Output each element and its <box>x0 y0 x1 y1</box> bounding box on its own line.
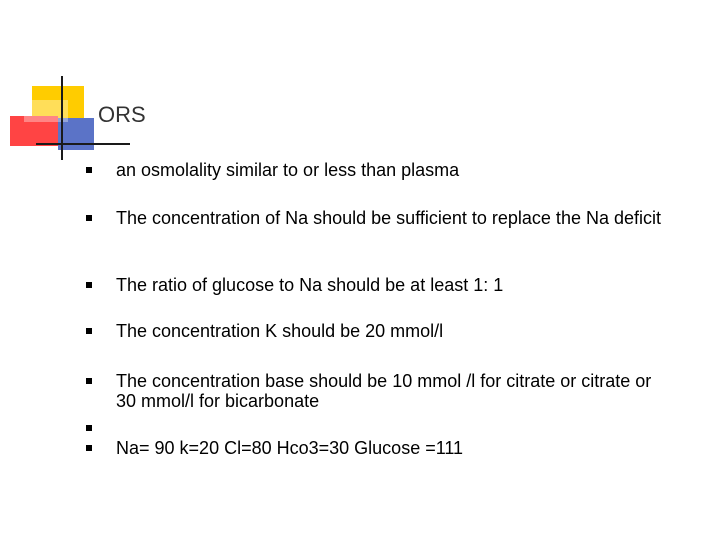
bullet-text: The ratio of glucose to Na should be at least 1: 1 <box>116 275 504 295</box>
bullet-text: The concentration K should be 20 mmol/l <box>116 321 444 341</box>
bullet-text: The concentration of Na should be sufficient to replace the Na deficit <box>116 208 661 228</box>
square-bullet-icon <box>86 167 92 173</box>
slide-title: ORS <box>98 102 146 127</box>
bullet-text: an osmolality similar to or less than plasma <box>116 160 460 180</box>
bullet-text: Na= 90 k=20 Cl=80 Hco3=30 Glucose =111 <box>116 438 464 458</box>
bullet-text: The concentration base should be 10 mmol /l for citrate or citrate or 30 mmol/l for bicarbonate <box>116 371 652 411</box>
square-bullet-icon <box>86 215 92 221</box>
square-bullet-icon <box>86 425 92 431</box>
square-bullet-icon <box>86 378 92 384</box>
square-bullet-icon <box>86 282 92 288</box>
square-bullet-icon <box>86 445 92 451</box>
square-bullet-icon <box>86 328 92 334</box>
